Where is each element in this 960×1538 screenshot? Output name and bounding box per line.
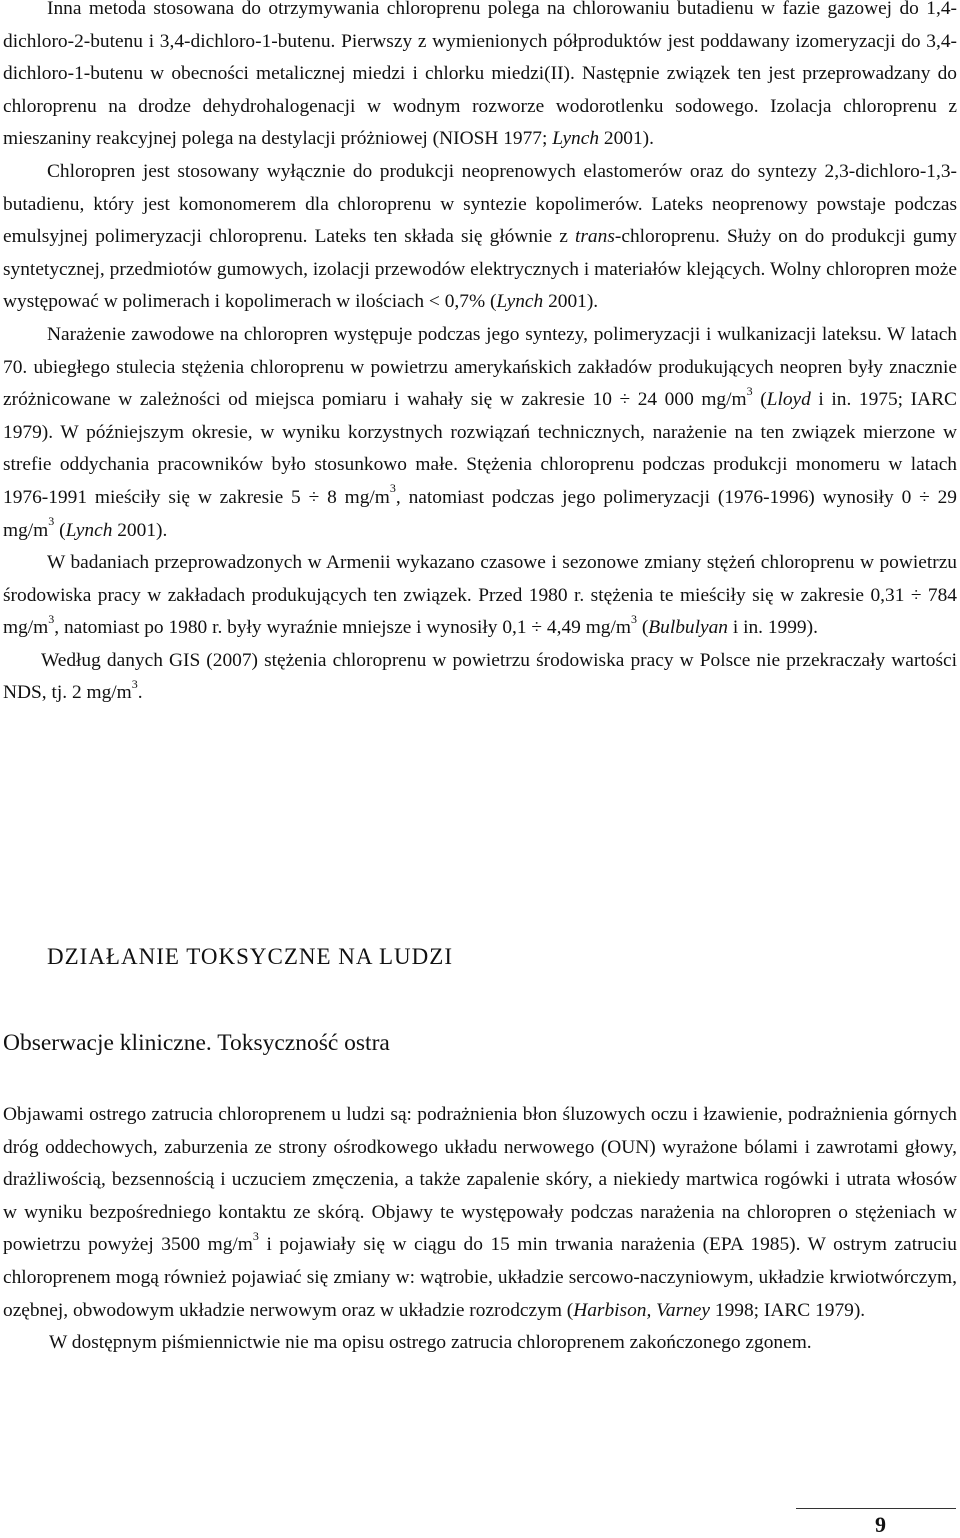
italic-text: Harbison, Varney <box>573 1299 711 1321</box>
italic-text: Bulbulyan <box>648 617 728 639</box>
italic-text: Lynch <box>552 128 600 150</box>
paragraph-4 <box>3 547 957 645</box>
superscript: 3 <box>48 611 55 626</box>
footer-rule <box>796 1508 956 1509</box>
text-run: 2001). <box>543 291 599 313</box>
text-run: Chloropren jest stosowany wyłącznie do produkcji neoprenowych elastomerów oraz do syntezy 2,3-dichloro-1,3-butadienu, który jest komonomerem dla chloroprenu w syntezie kopolimerów. Lateks neoprenowy powstaje podczas emulsyjnej polimeryzacji chloroprenu. Lateks ten składa się głównie z <box>3 160 957 248</box>
text-run: Według danych GIS (2007) stężenia chloroprenu w powietrzu środowiska pracy w Polsce nie przekraczały wartości NDS, tj. 2 mg/m <box>3 649 957 704</box>
superscript: 3 <box>389 481 396 496</box>
text-run: 1998; IARC 1979). <box>710 1299 866 1321</box>
text-run: Inna metoda stosowana do otrzymywania chloroprenu polega na chlorowaniu butadienu w fazie gazowej do 1,4-dichloro-2-butenu i 3,4-dichloro-1-butenu. Pierwszy z wymienionych półproduktów jest poddawany izomeryzacji do 3,4-dichloro-1-butenu w obecności metalicznej miedzi i chlorku miedzi(II). Następnie związek ten jest przeprowadzany do chloroprenu na drodze dehydrohalogenacji w wodnym rozworze wodorotlenku sodowego. Izolacja chloroprenu z mieszaniny reakcyjnej polega na destylacji próżniowej (NIOSH 1977; <box>3 0 957 150</box>
paragraph-3 <box>3 319 957 547</box>
subsection-heading: Obserwacje kliniczne. Toksyczność ostra <box>3 1030 390 1056</box>
paragraph-5 <box>3 645 957 710</box>
text-run: , natomiast podczas jego polimeryzacji (1976-1996) wynosiły 0 ÷ 29 mg/m <box>3 486 957 541</box>
text-run: Narażenie zawodowe na chloropren występuje podczas jego syntezy, polimeryzacji i wulkanizacji lateksu. W latach 70. ubiegłego stulecia stężenia chloroprenu w powietrzu amerykańskich zakładów produkujących neopren były znacznie zróżnicowane w zależności od miejsca pomiaru i wahały się w zakresie 10 ÷ 24 000 mg/m <box>3 323 957 411</box>
text-run: W badaniach przeprowadzonych w Armenii wykazano czasowe i sezonowe zmiany stężeń chloroprenu w powietrzu środowiska pracy w zakładach produkujących ten związek. Przed 1980 r. stężenia te mieściły się w zakresie 0,31 ÷ 784 mg/m <box>3 552 957 639</box>
text-run: Objawami ostrego zatrucia chloroprenem u ludzi są: podrażnienia błon śluzowych oczu i łzawienie, podrażnienia górnych dróg oddechowych, zaburzenia ze strony ośrodkowego układu nerwowego (OUN) wyrażone bólami i zawrotami głowy, drażliwością, bezsennością i uczuciem zmęczenia, a także zapalenie skóry, a niekiedy martwica rogówki i utrata włosów w wyniku bezpośredniego kontaktu ze skórą. Objawy te występowały podczas narażenia na chloropren o stężeniach w powietrzu powyżej 3500 mg/m <box>3 1104 957 1256</box>
text-run: ( <box>636 617 649 639</box>
paragraph-1 <box>3 0 957 156</box>
text-run: W dostępnym piśmiennictwie nie ma opisu ostrego zatrucia chloroprenem zakończonego zgonem. <box>49 1332 812 1354</box>
paragraph-7 <box>3 1327 957 1360</box>
text-run: , natomiast po 1980 r. były wyraźnie mniejsze i wynosiły 0,1 ÷ 4,49 mg/m <box>54 617 631 639</box>
text-run: i in. 1975; IARC 1979). W późniejszym okresie, w wyniku korzystnych rozwiązań technicznych, narażenie na ten związek mierzone w strefie oddychania pracowników było stosunkowo małe. Stężenia chloroprenu podczas produkcji monomeru w latach 1976-1991 mieściły się w zakresie 5 ÷ 8 mg/m <box>3 389 957 508</box>
italic-text: Lynch <box>496 291 544 313</box>
page-number: 9 <box>875 1512 886 1537</box>
text-run: -chloroprenu. Służy on do produkcji gumy syntetycznej, przedmiotów gumowych, izolacji przewodów elektrycznych i materiałów klejących. Wolny chloropren może występować w polimerach i kopolimerach w ilościach < 0,7% ( <box>3 226 957 313</box>
italic-text: Lloyd <box>766 389 811 411</box>
text-run: i pojawiały się w ciągu do 15 min trwania narażenia (EPA 1985). W ostrym zatruciu chloroprenem mogą również pojawiać się zmiany w: wątrobie, układzie sercowo-naczyniowym, układzie krwiotwórczym, ozębnej, obwodowym układzie nerwowym oraz w układzie rozrodczym ( <box>3 1234 957 1321</box>
paragraph-2 <box>3 156 957 319</box>
superscript: 3 <box>48 514 55 529</box>
text-run: 2001). <box>112 519 168 541</box>
text-run: i in. 1999). <box>727 617 818 639</box>
superscript: 3 <box>630 611 637 626</box>
superscript: 3 <box>746 383 753 398</box>
body-text-section-1 <box>3 0 957 710</box>
text-run: ( <box>752 389 767 411</box>
text-run: ( <box>54 519 66 541</box>
text-run: 2001). <box>599 128 654 150</box>
text-run: . <box>137 682 143 704</box>
superscript: 3 <box>252 1228 259 1243</box>
paragraph-6 <box>3 1099 957 1327</box>
body-text-section-2 <box>3 1099 957 1360</box>
italic-text: Lynch <box>65 519 113 541</box>
superscript: 3 <box>131 677 138 691</box>
section-heading: DZIAŁANIE TOKSYCZNE NA LUDZI <box>47 944 453 969</box>
italic-text: trans <box>575 226 615 248</box>
